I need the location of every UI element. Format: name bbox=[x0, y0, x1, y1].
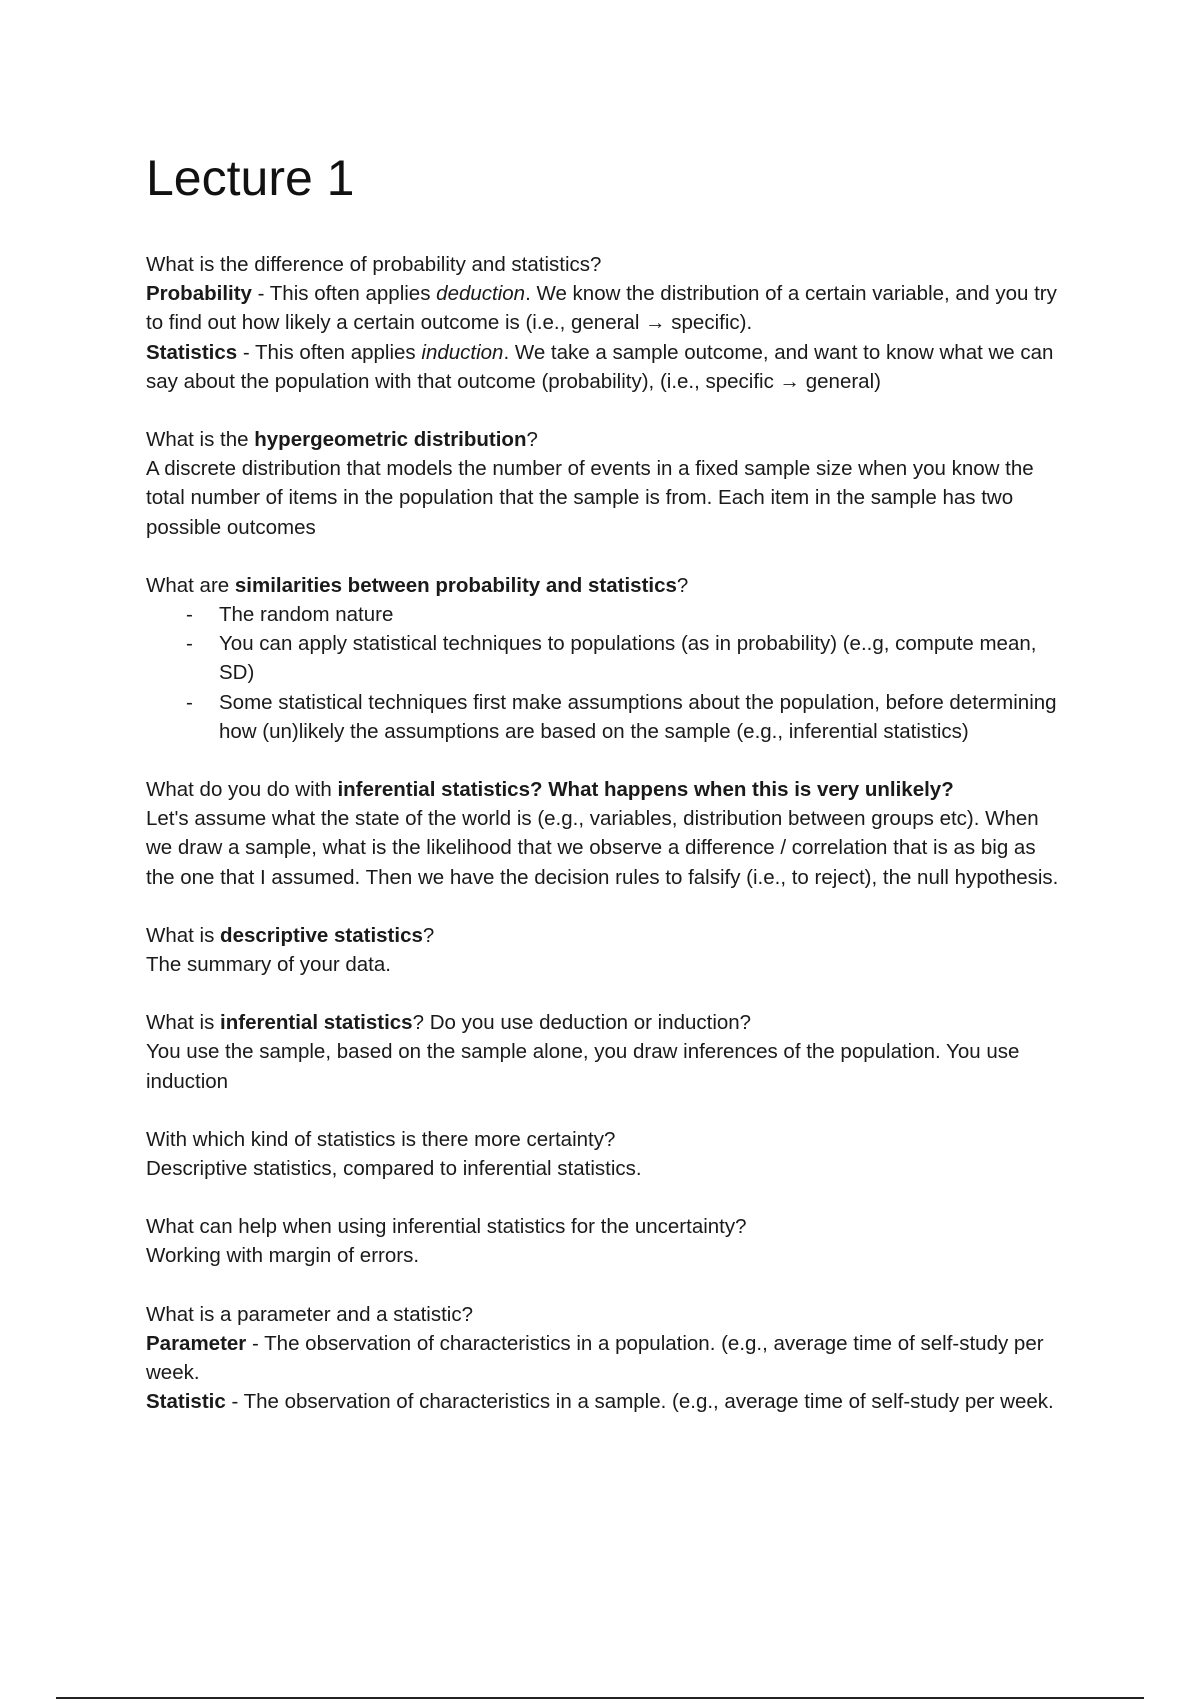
list-item: - Some statistical techniques first make assumptions about the population, before determining how (un)likely the assumptions are based on the sample (e.g., inferential statistics) bbox=[186, 688, 1066, 746]
bottom-divider bbox=[56, 1697, 1144, 1699]
emphasis-induction: induction bbox=[421, 340, 504, 364]
term-statistics: Statistics bbox=[146, 340, 238, 364]
answer-parameter: Parameter - The observation of characteristics in a population. (e.g., average time of self-study per week. bbox=[146, 1331, 1044, 1385]
answer-probability: Probability - This often applies deduction. We know the distribution of a certain variable, and you try to find out how likely a certain outcome is (i.e., general → specific). bbox=[146, 282, 1057, 335]
qa-parameter-statistic bbox=[146, 1300, 1066, 1417]
list-item: - You can apply statistical techniques to populations (as in probability) (e..g, compute mean, SD) bbox=[186, 629, 1066, 687]
answer: The summary of your data. bbox=[146, 953, 391, 977]
term-statistic: Statistic bbox=[146, 1390, 226, 1414]
qa-descriptive bbox=[146, 921, 1066, 979]
term-probability: Probability bbox=[146, 282, 252, 306]
answer: Descriptive statistics, compared to inferential statistics. bbox=[146, 1157, 642, 1181]
question: What is inferential statistics? Do you use deduction or induction? bbox=[146, 1011, 752, 1035]
page-title: Lecture 1 bbox=[146, 150, 355, 206]
bullet-dash: - bbox=[186, 632, 193, 656]
qa-hypergeometric bbox=[146, 425, 1066, 542]
question: With which kind of statistics is there more certainty? bbox=[146, 1127, 616, 1151]
answer: Let's assume what the state of the world is (e.g., variables, distribution between groups etc). When we draw a sample, what is the likelihood that we observe a difference / correlation that is as big as the one that I assumed. Then we have the decision rules to falsify (i.e., to reject), the null hypothesis. bbox=[146, 807, 1059, 889]
list-item: - The random nature bbox=[186, 600, 1066, 629]
answer: Working with margin of errors. bbox=[146, 1244, 420, 1268]
question: What is the hypergeometric distribution? bbox=[146, 428, 538, 452]
term-parameter: Parameter bbox=[146, 1331, 247, 1355]
answer: You use the sample, based on the sample alone, you draw inferences of the population. You use induction bbox=[146, 1040, 1020, 1093]
answer: A discrete distribution that models the number of events in a fixed sample size when you know the total number of items in the population that the sample is from. Each item in the sample has two possible outcomes bbox=[146, 457, 1034, 539]
qa-inferential-unlikely bbox=[146, 775, 1066, 892]
bullet-dash: - bbox=[186, 603, 193, 627]
qa-similarities bbox=[146, 571, 1066, 746]
bullet-dash: - bbox=[186, 690, 193, 714]
answer-statistics: Statistics - This often applies induction. We take a sample outcome, and want to know what we can say about the population with that outcome (probability), (i.e., specific → general) bbox=[146, 340, 1054, 393]
qa-probability-vs-statistics bbox=[146, 250, 1066, 396]
qa-inferential bbox=[146, 1008, 1066, 1096]
question: What is the difference of probability and statistics? bbox=[146, 253, 602, 276]
question: What is descriptive statistics? bbox=[146, 923, 435, 947]
qa-certainty bbox=[146, 1125, 1066, 1183]
qa-uncertainty bbox=[146, 1212, 1066, 1270]
emphasis-deduction: deduction bbox=[436, 282, 526, 306]
document-page bbox=[146, 148, 1066, 1446]
question: What is a parameter and a statistic? bbox=[146, 1302, 474, 1326]
similarities-list bbox=[146, 600, 1066, 746]
answer-statistic: Statistic - The observation of characteristics in a sample. (e.g., average time of self-study per week. bbox=[146, 1390, 1054, 1414]
question: What can help when using inferential statistics for the uncertainty? bbox=[146, 1215, 747, 1239]
question: What do you do with inferential statistics? What happens when this is very unlikely? bbox=[146, 778, 954, 802]
question: What are similarities between probability and statistics? bbox=[146, 573, 689, 597]
